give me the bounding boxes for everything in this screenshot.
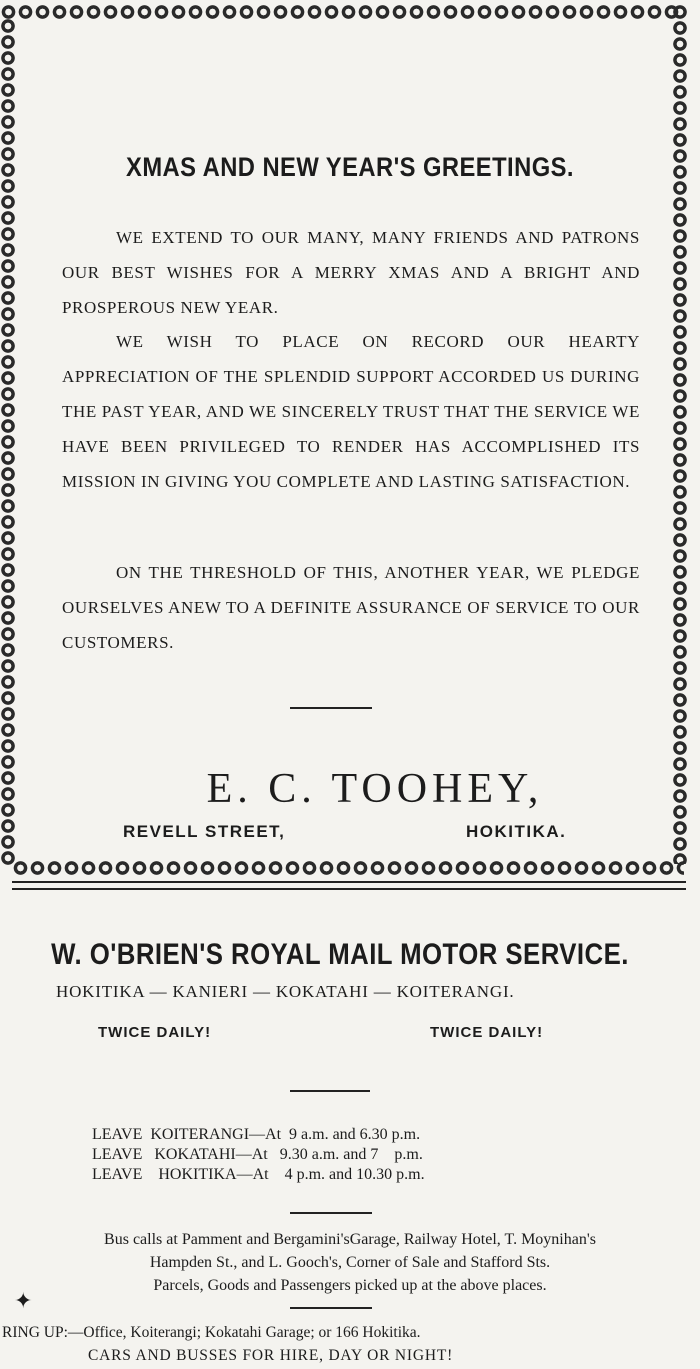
schedule-row: LEAVE KOITERANGI—At 9 a.m. and 6.30 p.m. — [92, 1126, 421, 1143]
greeting-paragraph-3: ON THE THRESHOLD OF THIS, ANOTHER YEAR, WE PLEDGE OURSELVES ANEW TO A DEFINITE ASSURANCE OF SERVICE TO OUR CUSTOMERS. — [62, 563, 640, 652]
twice-daily-left: TWICE DAILY! — [98, 1024, 212, 1041]
route-line: HOKITIKA — KANIERI — KOKATAHI — KOITERANGI. — [56, 982, 515, 1001]
border-top — [0, 4, 680, 20]
motor-service-title: W. O'BRIEN'S ROYAL MAIL MOTOR SERVICE. — [51, 938, 629, 971]
signature-name: E. C. TOOHEY, — [206, 766, 544, 812]
greeting-paragraph-1: WE EXTEND TO OUR MANY, MANY FRIENDS AND PATRONS OUR BEST WISHES FOR A MERRY XMAS AND A BRIGHT AND PROSPEROUS NEW YEAR. — [62, 228, 640, 317]
bus-calls-line-2: Hampden St., and L. Gooch's, Corner of Sale and Stafford Sts. — [149, 1254, 551, 1271]
border-right — [672, 4, 688, 864]
column-separator — [12, 881, 686, 890]
greeting-paragraph-2: WE WISH TO PLACE ON RECORD OUR HEARTY APPRECIATION OF THE SPLENDID SUPPORT ACCORDED US DURING THE PAST YEAR, AND WE SINCERELY TRUST THAT THE SERVICE WE HAVE BEEN PRIVILEGED TO RENDER HAS ACCOMPLISHED ITS MISSION IN GIVING YOU COMPLETE AND LASTING SATISFACTION. — [62, 332, 640, 491]
greeting-divider — [290, 707, 372, 709]
border-bottom — [12, 860, 684, 876]
bus-calls-line-3: Parcels, Goods and Passengers picked up at the above places. — [153, 1277, 547, 1294]
contact-divider — [290, 1307, 372, 1309]
schedule-divider-mid — [290, 1212, 372, 1214]
schedule-row: LEAVE HOKITIKA—At 4 p.m. and 10.30 p.m. — [92, 1166, 425, 1183]
pointing-hand-icon: ✦ — [14, 1288, 33, 1313]
border-left — [0, 18, 16, 866]
street-address: REVELL STREET, — [123, 822, 286, 841]
bus-calls-line-1: Bus calls at Pamment and Bergamini'sGarage, Railway Hotel, T. Moynihan's — [104, 1231, 596, 1248]
greeting-title: XMAS AND NEW YEAR'S GREETINGS. — [126, 152, 574, 182]
twice-daily-right: TWICE DAILY! — [430, 1024, 544, 1041]
ring-up-line: RING UP:—Office, Koiterangi; Kokatahi Garage; or 166 Hokitika. — [2, 1324, 421, 1341]
schedule-divider-top — [290, 1090, 370, 1092]
schedule-row: LEAVE KOKATAHI—At 9.30 a.m. and 7 p.m. — [92, 1146, 423, 1163]
town-name: HOKITIKA. — [466, 822, 567, 841]
hire-line: CARS AND BUSSES FOR HIRE, DAY OR NIGHT! — [88, 1347, 454, 1364]
